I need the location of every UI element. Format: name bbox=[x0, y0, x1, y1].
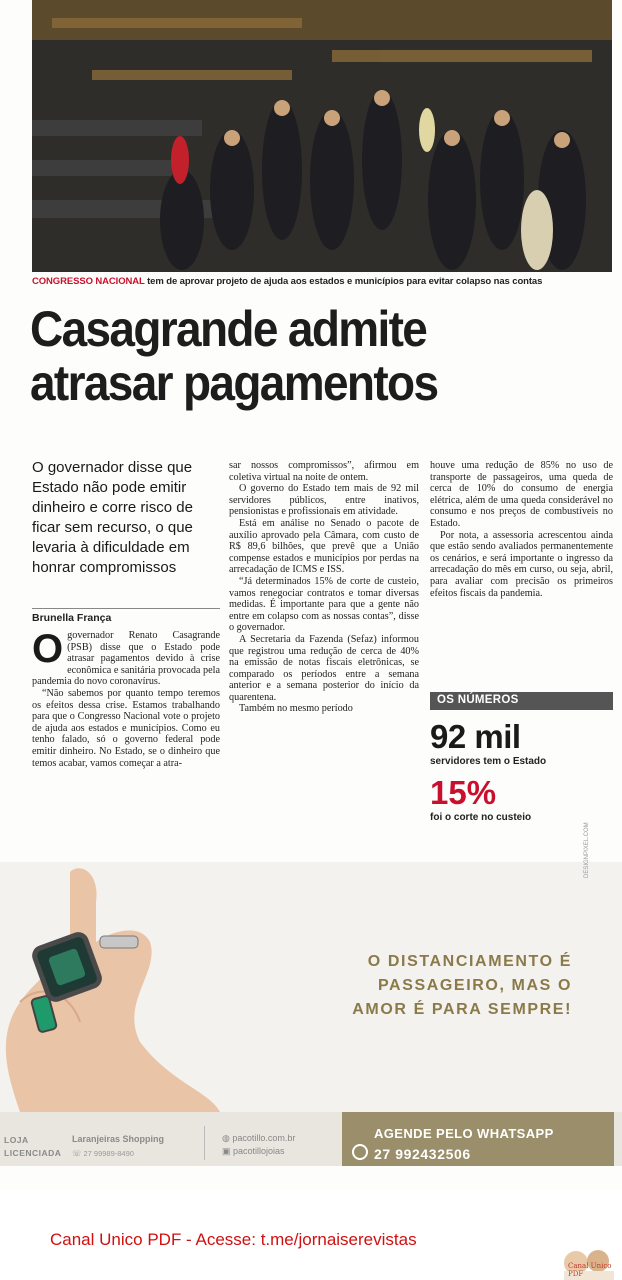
store-label-line: LICENCIADA bbox=[4, 1148, 62, 1158]
divider bbox=[204, 1126, 205, 1160]
paragraph: “Já determinados 15% de corte de custeio, vamos renegociar contratos e tomar diversas medidas. É importante para que a gente não entre em colapso com as nossas contas”, disse o governador. bbox=[229, 575, 419, 634]
byline: Brunella França bbox=[32, 608, 220, 624]
shop-phone bbox=[72, 1149, 134, 1158]
stat-cut-label: foi o corte no custeio bbox=[430, 812, 532, 823]
promo-link[interactable]: Canal Unico PDF - Acesse: t.me/jornaiserevistas bbox=[50, 1230, 417, 1249]
logo-text: Canal Unico PDF bbox=[568, 1262, 612, 1278]
whatsapp-icon: ☏ bbox=[72, 1149, 84, 1158]
article-column-1 bbox=[32, 627, 220, 769]
globe-icon: ◍ bbox=[222, 1133, 233, 1143]
paragraph: Também no mesmo período bbox=[239, 703, 353, 715]
slogan-line: O DISTANCIAMENTO É bbox=[367, 953, 572, 970]
paragraph bbox=[32, 627, 220, 688]
site-link[interactable]: pacotillo.com.br bbox=[232, 1133, 296, 1143]
stat-cut-value: 15% bbox=[430, 774, 497, 811]
headline bbox=[30, 302, 564, 410]
congress-photo bbox=[32, 0, 612, 272]
dropcap: O bbox=[32, 627, 64, 671]
whatsapp-title: AGENDE PELO WHATSAPP bbox=[374, 1126, 554, 1141]
paragraph: “Não sabemos por quanto tempo teremos os efeitos dessa crise. Estamos trabalhando para que o Congresso Nacional vote o projeto de ajuda aos estados e municípios. Como eu tenho falado, só o governo federal pode emitir dinheiro. No Estado, se o dinheiro que temos acabar, vamos começar a atra- bbox=[32, 687, 220, 769]
stat-servants-value: 92 mil bbox=[430, 718, 521, 755]
paragraph: Por nota, a assessoria acrescentou ainda que estão sendo avaliados permanentemente os cenários, e será importante o ingresso da arrecadação do mês em curso, ou seja, abril, para avaliar com precisão os primeiros efeitos fiscais da pandemia. bbox=[430, 529, 613, 599]
photo-caption bbox=[32, 276, 612, 287]
social-handle[interactable]: pacotillojoias bbox=[233, 1146, 285, 1156]
stat-servants-label: servidores tem o Estado bbox=[430, 756, 547, 767]
lead-text: O governador disse que Estado não pode emitir dinheiro e corre risco de ficar sem recurso, o que levaria à dificuldade em honrar compromissos bbox=[32, 459, 193, 576]
store-web bbox=[222, 1132, 295, 1158]
ad-credit: DESIGNPIXEL.COM bbox=[584, 822, 590, 878]
paragraph-text: governador Renato Casagrande (PSB) disse que o Estado pode atrasar pagamentos devido à crise econômica e sanitária provocada pela pandemia do novo coronavírus. bbox=[32, 630, 220, 688]
slogan-line: PASSAGEIRO, MAS O bbox=[377, 977, 572, 994]
article-column-3 bbox=[430, 460, 613, 599]
article-column-2 bbox=[229, 460, 419, 715]
paragraph: Está em análise no Senado o pacote de auxílio aprovado pela Câmara, com custo de R$ 89,6 bilhões, que prevê que a União compense estados e municípios por perdas na arrecadação de ICMS e ISS. bbox=[229, 517, 419, 576]
store-label-line: LOJA bbox=[4, 1135, 29, 1145]
headline-line1: Casagrande admite bbox=[30, 301, 427, 357]
paragraph: A Secretaria da Fazenda (Sefaz) informou que registrou uma redução de cerca de 40% na emissão de notas fiscais eletrônicas, se comparado os períodos entre a semana anterior e a semana posterior do início da quarentena. bbox=[229, 633, 419, 703]
caption-text: tem de aprovar projeto de ajuda aos estados e municípios para evitar colapso nas contas bbox=[144, 276, 543, 287]
numbers-heading: OS NÚMEROS bbox=[430, 692, 613, 710]
shop-name: Laranjeiras Shopping bbox=[72, 1134, 165, 1144]
shop-phone-number: 27 99989-8490 bbox=[83, 1149, 134, 1158]
social-icon: ▣ bbox=[222, 1146, 234, 1156]
whatsapp-box[interactable] bbox=[342, 1112, 614, 1166]
caption-tag: CONGRESSO NACIONAL bbox=[32, 276, 145, 287]
slogan-line: AMOR É PARA SEMPRE! bbox=[352, 1001, 572, 1018]
store-label bbox=[4, 1134, 61, 1160]
whatsapp-phone[interactable]: 27 992432506 bbox=[374, 1146, 471, 1162]
whatsapp-icon bbox=[352, 1144, 368, 1160]
paragraph: sar nossos compromissos”, afirmou em coletiva virtual na noite de ontem. bbox=[229, 460, 419, 483]
headline-line2: atrasar pagamentos bbox=[30, 355, 438, 411]
ad-slogan bbox=[342, 950, 572, 1022]
paragraph: O governo do Estado tem mais de 92 mil servidores públicos, entre inativos, pensionistas e profissionais em atividade. bbox=[229, 483, 419, 518]
paragraph: houve uma redução de 85% no uso de transporte de passageiros, uma queda de cerca de 10% do consumo de energia elétrica, além de uma queda considerável no consumo e nos preços de combustíveis no Estado. bbox=[430, 460, 613, 529]
